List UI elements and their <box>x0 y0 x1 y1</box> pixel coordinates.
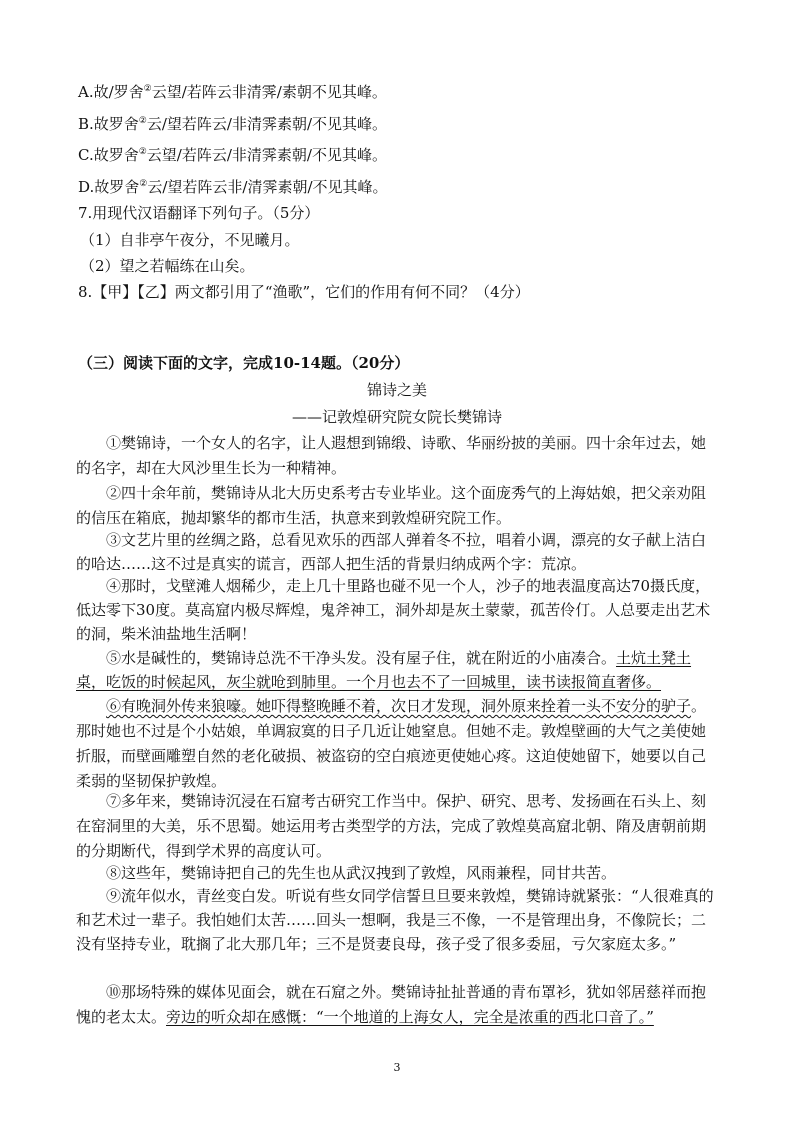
paragraph-4: ④那时，戈壁滩人烟稀少，走上几十里路也碰不见一个人，沙子的地表温度高达70摄氏度，低达零下30度。莫高窟内极尽辉煌，鬼斧神工，洞外却是灰土蒙蒙，孤苦伶仃。人总要走出艺术的洞，柴米油盐地生活啊！ <box>76 577 711 643</box>
footnote-mark: ② <box>143 84 152 94</box>
paragraph-6: ⑥有晚洞外传来狼嚎。她吓得整晚睡不着，次日才发现，洞外原来拴着一头不安分的驴子。那时她也不过是个小姑娘，单调寂寞的日子几近让她窒息。但她不走。敦煌壁画的大气之美使她折服，而壁画雕塑自然的老化破损、被盗窃的空白痕迹更使她心疼。这迫使她留下，她要以自己柔弱的坚韧保护敦煌。 <box>76 697 707 790</box>
paragraph-2: ②四十余年前，樊锦诗从北大历史系考古专业毕业。这个面庞秀气的上海姑娘，把父亲劝阻的信压在箱底，抛却繁华的都市生活，执意来到敦煌研究院工作。 <box>76 484 707 527</box>
paragraph-3: ③文艺片里的丝绸之路，总看见欢乐的西部人弹着冬不拉，唱着小调，漂亮的女子献上洁白的哈达……这不过是真实的谎言，西部人把生活的背景归纳成两个字：荒凉。 <box>76 531 707 573</box>
paragraph-9: ⑨流年似水，青丝变白发。听说有些女同学信誓旦旦要来敦煌，樊锦诗就紧张：“人很难真的和艺术过一辈子。我怕她们太苦……回头一想啊，我是三不像，一不是管理出身，不像院长；二没有坚持专业，耽搁了北大那几年；三不是贤妻良母，孩子受了很多委屈，亏欠家庭太多。” <box>76 887 714 953</box>
paragraph-7: ⑦多年来，樊锦诗沉浸在石窟考古研究工作当中。保护、研究、思考、发扬画在石头上、刻在窑洞里的大美，乐不思蜀。她运用考古类型学的方法，完成了敦煌莫高窟北朝、隋及唐朝前期的分期断代，得到学术界的高度认可。 <box>76 792 707 860</box>
paragraph-5: ⑤水是碱性的，樊锦诗总洗不干净头发。没有屋子住，就在附近的小庙凑合。土炕土凳土桌，吃饭的时候起风，灰尘就呛到肺里。一个月也去不了一回城里，读书读报简直奢侈。 <box>76 649 692 691</box>
page-number: 3 <box>393 1061 401 1074</box>
option-c: C.故罗舍②云望/若阵云/非清霁素朝/不见其峰。 <box>78 146 387 164</box>
underlined-sentence-10: 旁边的听众却在感慨：“一个地道的上海女人，完全是浓重的西北口音了。” <box>166 1008 654 1026</box>
section-header: （三）阅读下面的文字，完成10-14题。（20分） <box>78 354 410 372</box>
article-subtitle: ——记敦煌研究院女院长樊锦诗 <box>291 408 502 426</box>
question-8: 8.【甲】【乙】两文都引用了“渔歌”，它们的作用有何不同？（4分） <box>78 283 530 301</box>
option-d: D.故罗舍②云/望若阵云非/清霁素朝/不见其峰。 <box>78 178 388 196</box>
paragraph-10: ⑩那场特殊的媒体见面会，就在石窟之外。樊锦诗扯扯普通的青布罩衫，犹如邻居慈祥而抱愧的老太太。旁边的听众却在感慨：“一个地道的上海女人，完全是浓重的西北口音了。” <box>76 983 707 1026</box>
paragraph-8: ⑧这些年，樊锦诗把自己的先生也从武汉拽到了敦煌，风雨兼程，同甘共苦。 <box>106 864 617 882</box>
option-a: A.故/罗舍②云望/若阵云非清霁/素朝不见其峰。 <box>78 83 387 101</box>
footnote-mark: ② <box>139 179 148 189</box>
question-7-item-1: （1）自非亭午夜分，不见曦月。 <box>80 231 300 249</box>
underlined-sentence-5: 土炕土凳土桌，吃饭的时候起风，灰尘就呛到肺里。一个月也去不了一回城里，读书读报简直奢侈。 <box>76 649 692 691</box>
option-b: B.故罗舍②云/望若阵云/非清霁素朝/不见其峰。 <box>78 115 388 133</box>
question-7-item-2: （2）望之若幅练在山矣。 <box>80 257 255 275</box>
article-title: 锦诗之美 <box>366 381 427 399</box>
footnote-mark: ② <box>138 147 147 157</box>
question-7-title: 7.用现代汉语翻译下列句子。（5分） <box>78 204 320 222</box>
footnote-mark: ② <box>138 116 147 126</box>
wavy-underlined-sentence-6: ⑥有晚洞外传来狼嚎。她吓得整晚睡不着，次日才发现，洞外原来拴着一头不安分的驴子 <box>106 697 692 715</box>
paragraph-1: ①樊锦诗，一个女人的名字，让人遐想到锦缎、诗歌、华丽纷披的美丽。四十余年过去，她的名字，却在大风沙里生长为一种精神。 <box>76 434 707 477</box>
